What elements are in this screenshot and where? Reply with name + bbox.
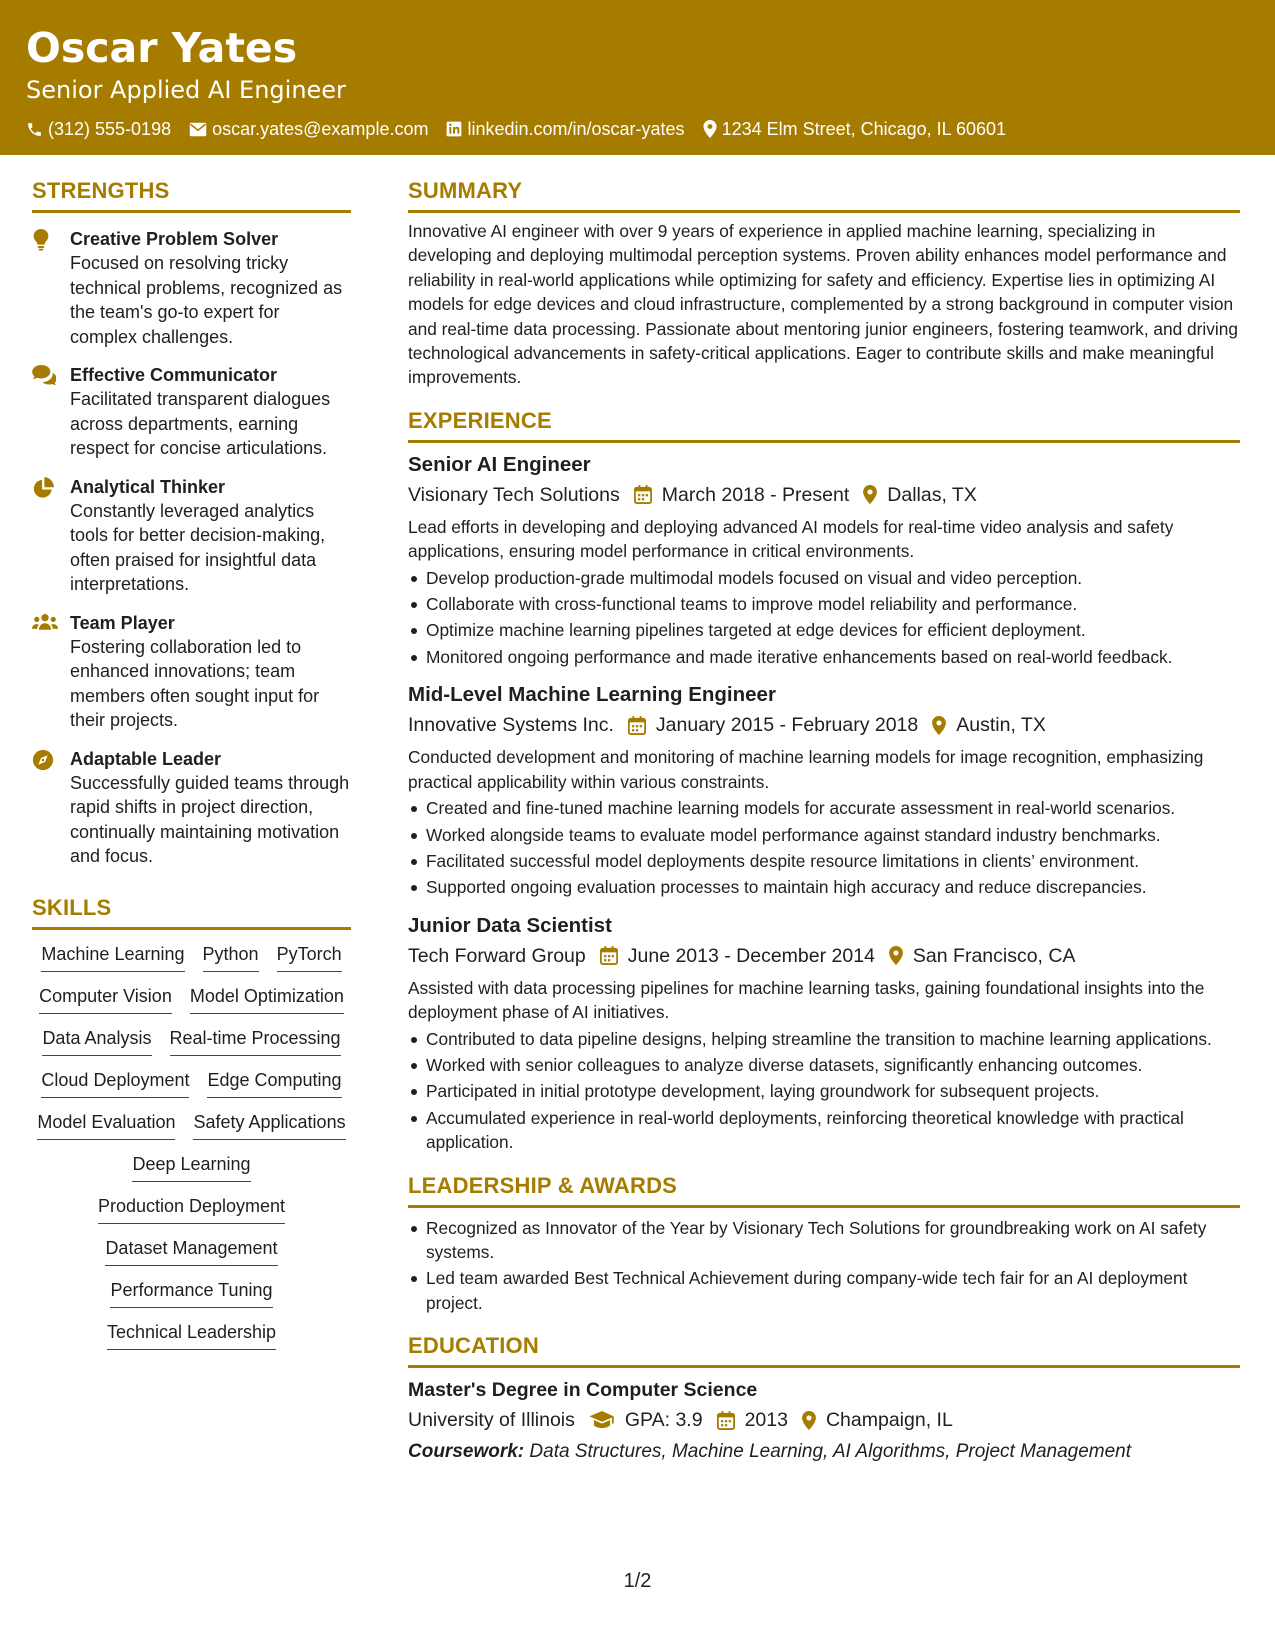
- skill-tag: Data Analysis: [42, 1026, 151, 1056]
- company-text: Innovative Systems Inc.: [408, 714, 614, 737]
- job-title: Mid-Level Machine Learning Engineer: [408, 683, 776, 707]
- candidate-name: Oscar Yates: [26, 24, 298, 72]
- job-entry: [408, 681, 1240, 899]
- company-text: Visionary Tech Solutions: [408, 483, 620, 506]
- location-text: Dallas, TX: [887, 483, 977, 506]
- dates-text: June 2013 - December 2014: [627, 944, 875, 967]
- calendar-icon: [600, 946, 618, 965]
- strength-title: Creative Problem Solver: [70, 229, 279, 249]
- job-bullets: [408, 796, 1240, 900]
- job-description: Assisted with data processing pipelines for machine learning tasks, gaining foundational insights into the deployment phase of AI initiatives.: [408, 977, 1205, 1023]
- company-name: [408, 942, 586, 970]
- left-column: [32, 176, 351, 1350]
- users-icon: [32, 613, 58, 631]
- skill-tag: Python: [203, 942, 259, 972]
- lightbulb-icon: [32, 229, 50, 251]
- gpa-text: GPA: 3.9: [624, 1409, 703, 1432]
- contact-phone[interactable]: [26, 118, 171, 140]
- job-title: Junior Data Scientist: [408, 913, 612, 937]
- resume-header: [0, 0, 1275, 155]
- summary-text: Innovative AI engineer with over 9 years of experience in applied machine learning, specializing in developing and deploying multimodal perception systems. Proven ability enhances model performance and reliability in real-world applications while optimizing for safety and efficiency. Expertise lies in optimizing AI models for edge devices and cloud infrastructure, complemented by a strong background in computer vision and real-time data processing. Passionate about mentoring junior engineers, fostering teamwork, and driving technological advancements in safety-critical applications. Eager to contribute skills and make meaningful improvements.: [408, 221, 1238, 388]
- location-text: San Francisco, CA: [912, 944, 1076, 967]
- skill-tag: Real-time Processing: [170, 1026, 341, 1056]
- job-location: [932, 711, 1046, 739]
- bullet-item: Facilitated successful model deployments despite resource limitations in clients’ environment.: [408, 849, 1240, 873]
- education-heading: EDUCATION: [408, 1333, 539, 1359]
- page-number: 1/2: [623, 1570, 652, 1592]
- bullet-item: Optimize machine learning pipelines targeted at edge devices for efficient deployment.: [408, 618, 1240, 642]
- graduation-cap-icon: [589, 1411, 615, 1429]
- award-item: Led team awarded Best Technical Achievement during company-wide tech fair for an AI deployment project.: [408, 1266, 1240, 1315]
- calendar-icon: [717, 1411, 735, 1430]
- strength-item: [32, 747, 351, 869]
- section-divider: [408, 1205, 1240, 1208]
- job-description: Lead efforts in developing and deploying advanced AI models for real-time video analysis and safety applications, ensuring model performance in critical environments.: [408, 516, 1174, 562]
- linkedin-icon: [446, 121, 462, 137]
- pie-chart-icon: [32, 477, 54, 499]
- award-item: Recognized as Innovator of the Year by Visionary Tech Solutions for groundbreaking work on AI safety systems.: [408, 1216, 1240, 1265]
- school-text: University of Illinois: [408, 1409, 575, 1432]
- strength-title: Analytical Thinker: [70, 476, 226, 497]
- strength-desc: Focused on resolving tricky technical problems, recognized as the team's go-to expert for complex challenges.: [70, 253, 343, 347]
- strength-title: Team Player: [70, 612, 175, 633]
- dates-text: March 2018 - Present: [661, 483, 850, 506]
- job-dates: [600, 942, 875, 970]
- bullet-item: Monitored ongoing performance and made iterative enhancements based on real-world feedback.: [408, 645, 1240, 669]
- job-dates: [634, 481, 850, 509]
- map-marker-icon: [889, 946, 903, 965]
- bullet-item: Created and fine-tuned machine learning models for accurate assessment in real-world scenarios.: [408, 796, 1240, 820]
- company-name: [408, 481, 620, 509]
- skills-list: [32, 942, 351, 1350]
- job-dates: [628, 711, 918, 739]
- skill-tag: Dataset Management: [105, 1236, 277, 1266]
- compass-icon: [32, 749, 54, 771]
- contact-row: [26, 118, 1249, 140]
- skill-tag: Cloud Deployment: [41, 1068, 189, 1098]
- address-text: 1234 Elm Street, Chicago, IL 60601: [721, 119, 1007, 139]
- email-text: oscar.yates@example.com: [212, 119, 429, 139]
- strength-desc: Facilitated transparent dialogues across departments, earning respect for concise articulations.: [70, 389, 331, 458]
- section-divider: [408, 1365, 1240, 1368]
- job-description: Conducted development and monitoring of machine learning models for image recognition, emphasizing practical applicability within various constraints.: [408, 747, 1204, 792]
- school-location: [802, 1406, 953, 1434]
- summary-heading: SUMMARY: [408, 178, 523, 203]
- map-marker-icon: [703, 120, 717, 138]
- linkedin-text: linkedin.com/in/oscar-yates: [467, 119, 685, 139]
- skill-tag: Technical Leadership: [107, 1320, 276, 1350]
- job-meta: [408, 942, 1240, 970]
- comments-icon: [32, 365, 56, 385]
- skill-tag: PyTorch: [277, 942, 342, 972]
- year-text: 2013: [744, 1409, 788, 1432]
- section-divider: [408, 440, 1240, 443]
- job-location: [889, 942, 1076, 970]
- job-entry: [408, 451, 1240, 669]
- calendar-icon: [634, 485, 652, 504]
- coursework: [408, 1438, 1240, 1466]
- map-marker-icon: [802, 1411, 816, 1430]
- map-marker-icon: [932, 716, 946, 735]
- strengths-heading: STRENGTHS: [32, 178, 170, 203]
- section-divider: [32, 927, 351, 930]
- envelope-icon: [189, 122, 207, 137]
- map-marker-icon: [863, 485, 877, 504]
- skill-tag: Model Evaluation: [37, 1110, 175, 1140]
- job-location: [863, 481, 977, 509]
- strength-item: [32, 475, 351, 597]
- bullet-item: Accumulated experience in real-world deployments, reinforcing theoretical knowledge with practical application.: [408, 1106, 1240, 1155]
- location-text: Champaign, IL: [825, 1409, 953, 1432]
- skill-tag: Model Optimization: [190, 984, 344, 1014]
- bullet-item: Supported ongoing evaluation processes to maintain high accuracy and reduce discrepancies.: [408, 875, 1240, 899]
- coursework-text: Data Structures, Machine Learning, AI Algorithms, Project Management: [529, 1441, 1132, 1463]
- location-text: Austin, TX: [956, 714, 1046, 737]
- phone-icon: [26, 121, 43, 138]
- bullet-item: Contributed to data pipeline designs, helping streamline the transition to machine learning applications.: [408, 1027, 1240, 1051]
- section-divider: [408, 210, 1240, 213]
- awards-heading: LEADERSHIP & AWARDS: [408, 1172, 678, 1198]
- job-bullets: [408, 566, 1240, 670]
- contact-email[interactable]: [189, 118, 428, 140]
- section-divider: [32, 210, 351, 213]
- bullet-item: Worked with senior colleagues to analyze diverse datasets, significantly enhancing outcomes.: [408, 1053, 1240, 1077]
- awards-list: [408, 1216, 1240, 1316]
- graduation-year: [717, 1406, 788, 1434]
- phone-text: (312) 555-0198: [48, 119, 172, 139]
- skill-tag: Deep Learning: [132, 1152, 250, 1182]
- gpa: [589, 1406, 703, 1434]
- strength-item: [32, 227, 351, 349]
- strength-item: [32, 363, 351, 461]
- strength-title: Effective Communicator: [70, 365, 278, 385]
- bullet-item: Worked alongside teams to evaluate model performance against standard industry benchmarks.: [408, 823, 1240, 847]
- contact-address: [703, 118, 1007, 140]
- strength-item: [32, 611, 351, 733]
- skill-tag: Edge Computing: [207, 1068, 341, 1098]
- degree-title: Master's Degree in Computer Science: [408, 1379, 758, 1402]
- contact-linkedin[interactable]: [446, 118, 684, 140]
- dates-text: January 2015 - February 2018: [655, 714, 919, 737]
- candidate-title: Senior Applied AI Engineer: [26, 76, 346, 104]
- job-meta: [408, 711, 1240, 739]
- skills-heading: SKILLS: [32, 894, 112, 920]
- skill-tag: Safety Applications: [193, 1110, 345, 1140]
- right-column: [408, 176, 1240, 1466]
- job-meta: [408, 481, 1240, 509]
- strength-desc: Successfully guided teams through rapid shifts in project direction, continually maintaining motivation and focus.: [70, 772, 350, 866]
- strength-desc: Constantly leveraged analytics tools for better decision-making, often praised for insightful data interpretations.: [70, 500, 326, 594]
- company-name: [408, 711, 614, 739]
- school-name: [408, 1406, 575, 1434]
- job-entry: [408, 912, 1240, 1155]
- bullet-item: Develop production-grade multimodal models focused on visual and video perception.: [408, 566, 1240, 590]
- company-text: Tech Forward Group: [408, 944, 586, 967]
- skill-tag: Performance Tuning: [110, 1278, 272, 1308]
- skill-tag: Computer Vision: [39, 984, 172, 1014]
- education-meta: [408, 1406, 1240, 1434]
- skill-tag: Machine Learning: [41, 942, 184, 972]
- strength-title: Adaptable Leader: [70, 748, 222, 769]
- bullet-item: Collaborate with cross-functional teams to improve model reliability and performance.: [408, 592, 1240, 616]
- job-title: Senior AI Engineer: [408, 452, 591, 476]
- experience-heading: EXPERIENCE: [408, 407, 552, 433]
- skill-tag: Production Deployment: [98, 1194, 285, 1224]
- strength-desc: Fostering collaboration led to enhanced innovations; team members often sought input for their projects.: [70, 636, 320, 730]
- calendar-icon: [628, 716, 646, 735]
- coursework-label: Coursework:: [408, 1441, 525, 1463]
- bullet-item: Participated in initial prototype development, laying groundwork for subsequent projects.: [408, 1079, 1240, 1103]
- job-bullets: [408, 1027, 1240, 1155]
